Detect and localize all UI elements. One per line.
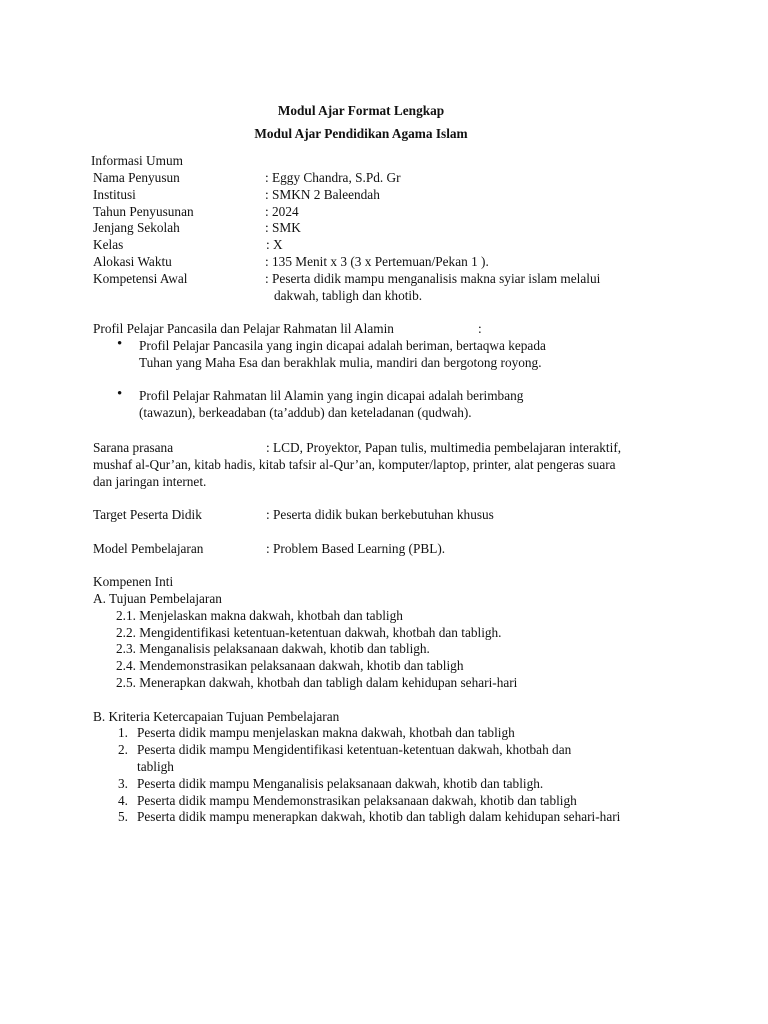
kriteria-item: Peserta didik mampu menjelaskan makna dakwah, khotbah dan tabligh bbox=[137, 725, 515, 740]
info-label: Alokasi Waktu bbox=[93, 254, 172, 269]
title-line-2: Modul Ajar Pendidikan Agama Islam bbox=[254, 126, 468, 141]
profil-item-line: Profil Pelajar Rahmatan lil Alamin yang ingin dicapai adalah berimbang bbox=[139, 388, 524, 403]
section-b-heading: B. Kriteria Ketercapaian Tujuan Pembelajaran bbox=[93, 709, 340, 724]
profil-item-line: (tawazun), berkeadaban (ta’addub) dan keteladanan (qudwah). bbox=[139, 405, 472, 420]
info-value: : 135 Menit x 3 (3 x Pertemuan/Pekan 1 ). bbox=[265, 254, 489, 269]
info-value: : SMKN 2 Baleendah bbox=[265, 187, 380, 202]
info-value: : X bbox=[266, 237, 283, 252]
kriteria-item-continuation: tabligh bbox=[137, 759, 174, 774]
kriteria-number: 2. bbox=[118, 742, 128, 757]
sarana-value-continuation: mushaf al-Qur’an, kitab hadis, kitab tafsir al-Qur’an, komputer/laptop, printer, alat pengeras suara bbox=[93, 457, 616, 472]
info-label: Institusi bbox=[93, 187, 136, 202]
komponen-heading: Kompenen Inti bbox=[93, 574, 174, 589]
info-value: : 2024 bbox=[265, 204, 299, 219]
informasi-umum-heading: Informasi Umum bbox=[91, 153, 183, 168]
bullet-icon: • bbox=[117, 336, 123, 352]
info-value: : SMK bbox=[265, 220, 301, 235]
tujuan-item: 2.2. Mengidentifikasi ketentuan-ketentuan dakwah, khotbah dan tabligh. bbox=[116, 625, 502, 640]
kriteria-number: 3. bbox=[118, 776, 128, 791]
sarana-label: Sarana prasana bbox=[93, 440, 174, 455]
tujuan-item: 2.4. Mendemonstrasikan pelaksanaan dakwah, khotib dan tabligh bbox=[116, 658, 464, 673]
kriteria-item: Peserta didik mampu Mengidentifikasi ketentuan-ketentuan dakwah, khotbah dan bbox=[137, 742, 572, 757]
info-label: Jenjang Sekolah bbox=[93, 220, 180, 235]
kriteria-item: Peserta didik mampu menerapkan dakwah, khotib dan tabligh dalam kehidupan sehari-hari bbox=[137, 809, 621, 824]
kriteria-number: 4. bbox=[118, 793, 128, 808]
info-label: Nama Penyusun bbox=[93, 170, 180, 185]
tujuan-item: 2.3. Menganalisis pelaksanaan dakwah, khotib dan tabligh. bbox=[116, 641, 430, 656]
info-value-continuation: dakwah, tabligh dan khotib. bbox=[274, 288, 423, 303]
kriteria-number: 1. bbox=[118, 725, 128, 740]
info-label: Kompetensi Awal bbox=[93, 271, 188, 286]
kriteria-number: 5. bbox=[118, 809, 128, 824]
target-value: : Peserta didik bukan berkebutuhan khusus bbox=[266, 507, 494, 522]
target-label: Target Peserta Didik bbox=[93, 507, 202, 522]
kriteria-item: Peserta didik mampu Menganalisis pelaksanaan dakwah, khotib dan tabligh. bbox=[137, 776, 544, 791]
model-value: : Problem Based Learning (PBL). bbox=[266, 541, 446, 556]
profil-heading-colon: : bbox=[478, 321, 482, 336]
kriteria-item: Peserta didik mampu Mendemonstrasikan pelaksanaan dakwah, khotib dan tabligh bbox=[137, 793, 577, 808]
section-a-heading: A. Tujuan Pembelajaran bbox=[93, 591, 222, 606]
model-label: Model Pembelajaran bbox=[93, 541, 204, 556]
bullet-icon: • bbox=[117, 386, 123, 402]
sarana-value-continuation: dan jaringan internet. bbox=[93, 474, 207, 489]
profil-item-line: Tuhan yang Maha Esa dan berakhlak mulia, mandiri dan bergotong royong. bbox=[139, 355, 542, 370]
profil-item-line: Profil Pelajar Pancasila yang ingin dicapai adalah beriman, bertaqwa kepada bbox=[139, 338, 546, 353]
info-label: Kelas bbox=[93, 237, 124, 252]
tujuan-item: 2.5. Menerapkan dakwah, khotbah dan tabligh dalam kehidupan sehari-hari bbox=[116, 675, 518, 690]
tujuan-item: 2.1. Menjelaskan makna dakwah, khotbah dan tabligh bbox=[116, 608, 403, 623]
info-value: : Eggy Chandra, S.Pd. Gr bbox=[265, 170, 401, 185]
info-label: Tahun Penyusunan bbox=[93, 204, 194, 219]
title-line-1: Modul Ajar Format Lengkap bbox=[277, 103, 445, 118]
profil-heading: Profil Pelajar Pancasila dan Pelajar Rahmatan lil Alamin bbox=[93, 321, 394, 336]
info-value: : Peserta didik mampu menganalisis makna syiar islam melalui bbox=[265, 271, 601, 286]
sarana-value: : LCD, Proyektor, Papan tulis, multimedia pembelajaran interaktif, bbox=[266, 440, 622, 455]
